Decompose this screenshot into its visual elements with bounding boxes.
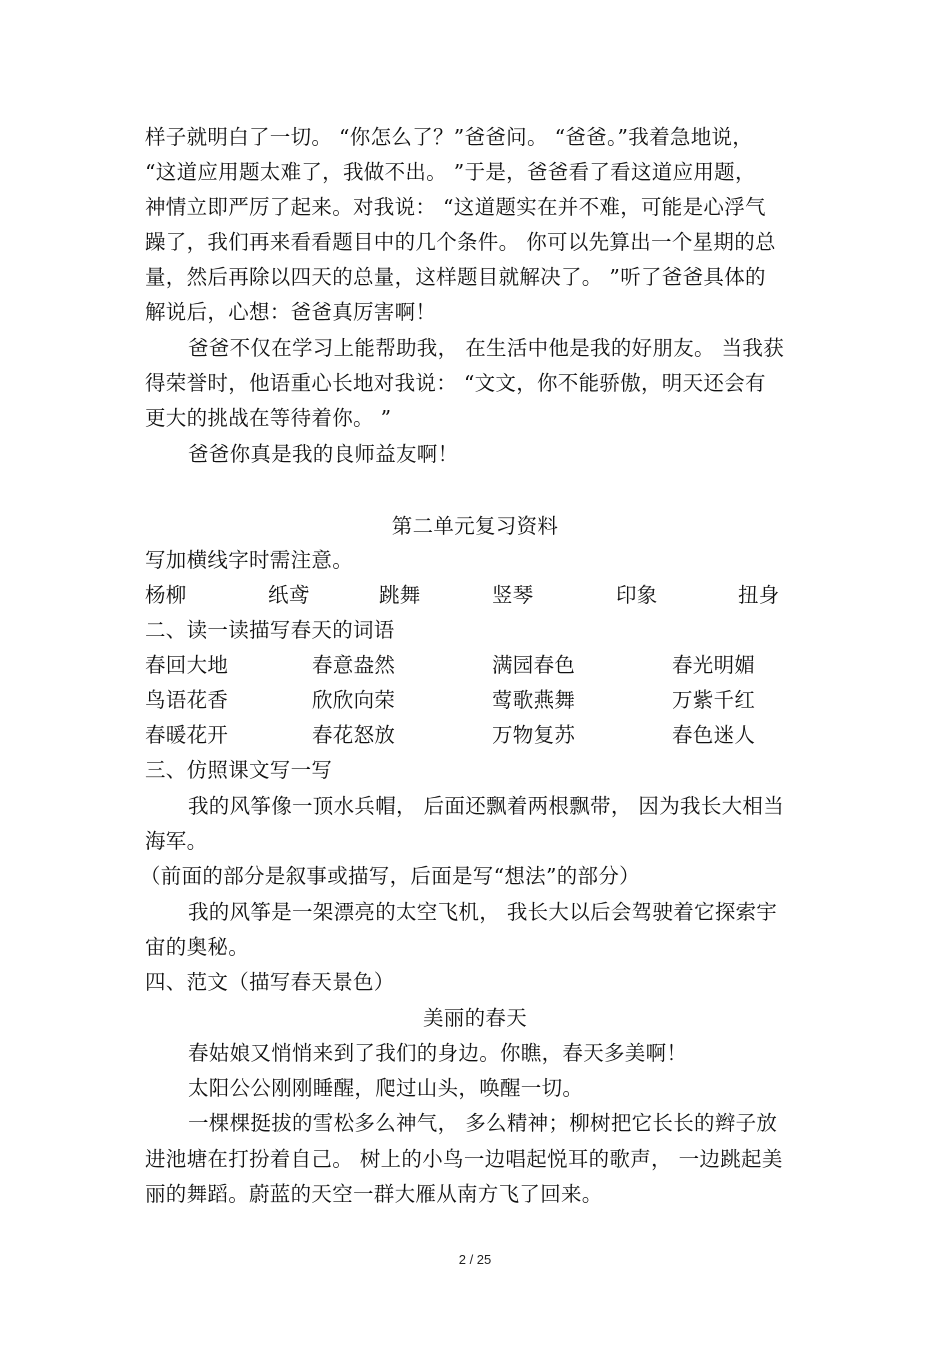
- section-heading: 写加横线字时需注意。: [145, 548, 353, 572]
- word-row: [0, 582, 950, 608]
- word: 扭身: [738, 583, 780, 607]
- word: 跳舞: [379, 583, 421, 607]
- word-row: [0, 687, 950, 713]
- text-line: 更大的挑战在等待着你。 ”: [145, 406, 392, 430]
- text-line: 我的风筝是一架漂亮的太空飞机， 我长大以后会驾驶着它探索宇: [188, 900, 778, 924]
- text-line: 得荣誉时，他语重心长地对我说： “文文，你不能骄傲，明天还会有: [145, 371, 766, 395]
- text-line: 进池塘在打扮着自己。 树上的小鸟一边唱起悦耳的歌声， 一边跳起美: [145, 1147, 783, 1171]
- word: 春色迷人: [672, 723, 756, 747]
- word: 印象: [616, 583, 658, 607]
- word-row: [0, 722, 950, 748]
- text-line: 春姑娘又悄悄来到了我们的身边。你瞧，春天多美啊！: [188, 1041, 688, 1065]
- word: 满园春色: [492, 653, 576, 677]
- word: 春暖花开: [145, 723, 229, 747]
- word-row: [0, 652, 950, 678]
- section-heading: 三、仿照课文写一写: [145, 758, 333, 782]
- text-line: 丽的舞蹈。蔚蓝的天空一群大雁从南方飞了回来。: [145, 1182, 603, 1206]
- text-line: 解说后，心想：爸爸真厉害啊！: [145, 300, 437, 324]
- word: 莺歌燕舞: [492, 688, 576, 712]
- word: 春意盎然: [312, 653, 396, 677]
- text-line: 一棵棵挺拔的雪松多么神气， 多么精神；柳树把它长长的辫子放: [188, 1111, 778, 1135]
- essay-title: 美丽的春天: [423, 1006, 527, 1030]
- word: 纸鸢: [268, 583, 310, 607]
- word: 春回大地: [145, 653, 229, 677]
- text-line: “这道应用题太难了，我做不出。 ”于是，爸爸看了看这道应用题，: [145, 160, 756, 184]
- text-line: 宙的奥秘。: [145, 935, 249, 959]
- section-heading: 四、范文（描写春天景色）: [145, 970, 395, 994]
- text-line: 太阳公公刚刚睡醒，爬过山头，唤醒一切。: [188, 1076, 584, 1100]
- text-line: 爸爸你真是我的良师益友啊！: [188, 442, 459, 466]
- note-line: （前面的部分是叙事或描写，后面是写“想法”的部分）: [140, 864, 640, 888]
- text-line: 神情立即严厉了起来。对我说： “这道题实在并不难，可能是心浮气: [145, 195, 766, 219]
- word: 万紫千红: [672, 688, 756, 712]
- page-number: 2 / 25: [458, 1252, 492, 1267]
- word: 春光明媚: [672, 653, 756, 677]
- text-line: 躁了，我们再来看看题目中的几个条件。 你可以先算出一个星期的总: [145, 230, 776, 254]
- section-heading: 二、读一读描写春天的词语: [145, 618, 395, 642]
- text-line: 样子就明白了一切。 “你怎么了？”爸爸问。 “爸爸。”我着急地说，: [145, 125, 754, 149]
- text-line: 我的风筝像一顶水兵帽， 后面还飘着两根飘带， 因为我长大相当: [188, 794, 785, 818]
- word: 竖琴: [492, 583, 534, 607]
- word: 欣欣向荣: [312, 688, 396, 712]
- word: 鸟语花香: [145, 688, 229, 712]
- text-line: 海军。: [145, 829, 208, 853]
- word: 春花怒放: [312, 723, 396, 747]
- text-line: 量，然后再除以四天的总量，这样题目就解决了。 ”听了爸爸具体的: [145, 265, 766, 289]
- text-line: 爸爸不仅在学习上能帮助我， 在生活中他是我的好朋友。 当我获: [188, 336, 785, 360]
- unit-title: 第二单元复习资料: [391, 514, 559, 538]
- word: 杨柳: [145, 583, 187, 607]
- word: 万物复苏: [492, 723, 576, 747]
